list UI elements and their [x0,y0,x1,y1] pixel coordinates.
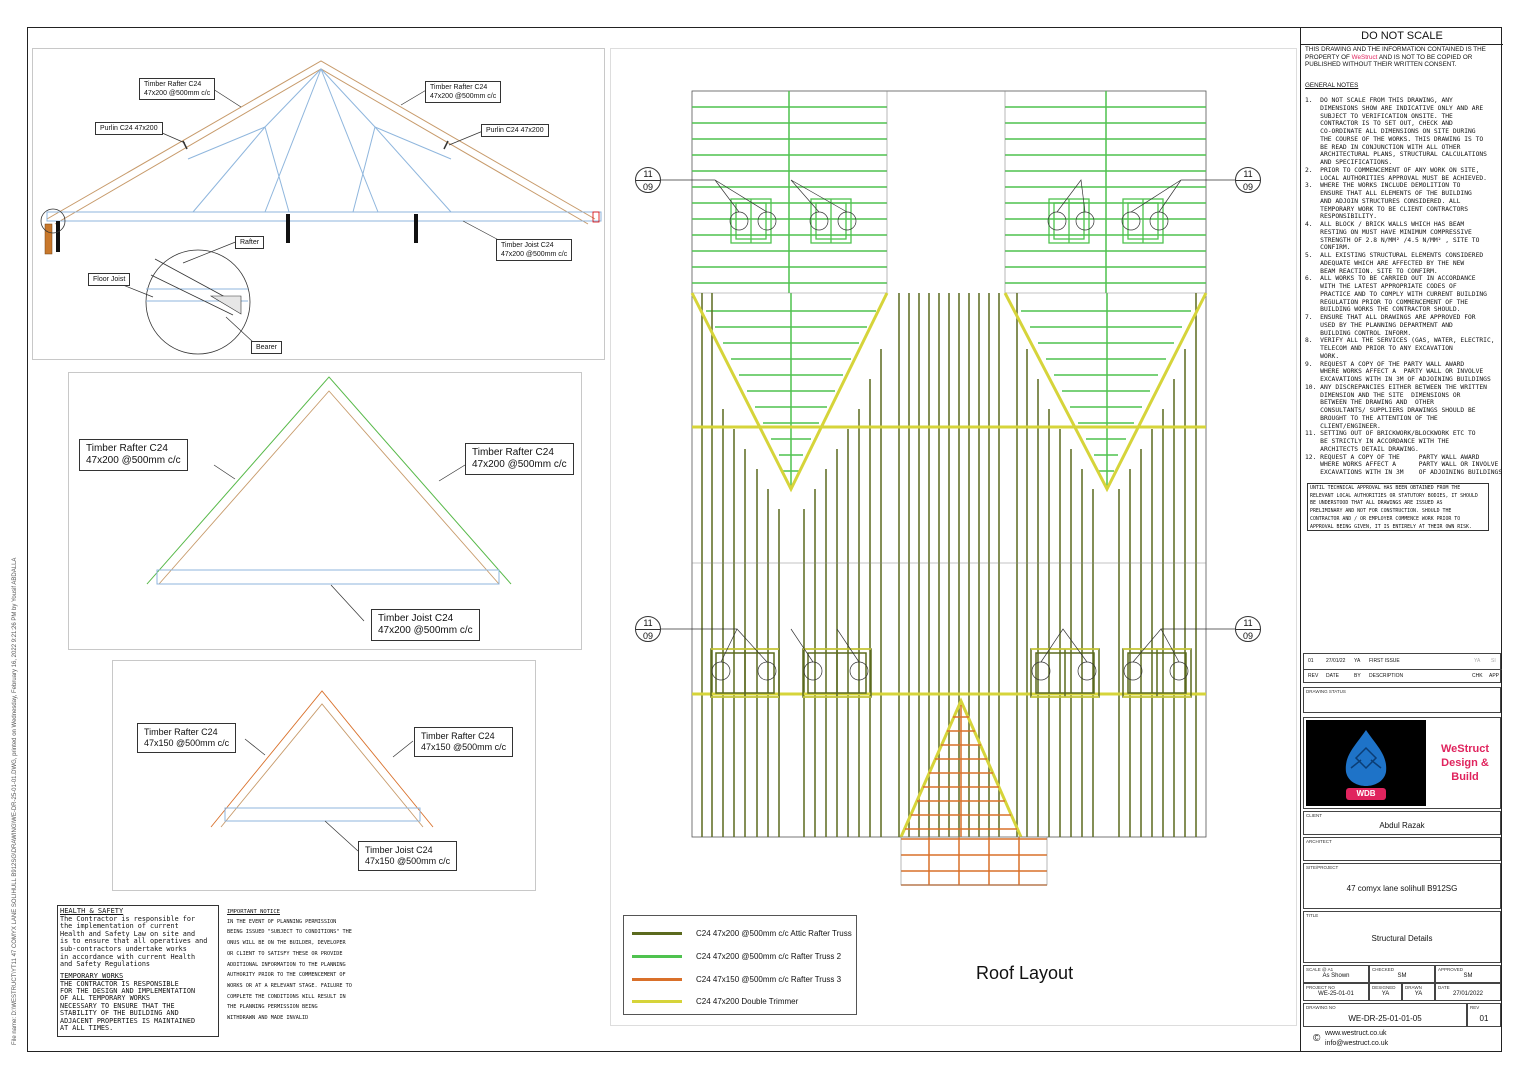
email-link[interactable]: info@westruct.co.uk [1325,1040,1389,1047]
rafter-truss-2-drawing [69,373,583,651]
revision-row: 01 27/01/22 YA FIRST ISSUE YA SI [1304,654,1502,670]
technical-approval-note: UNTIL TECHNICAL APPROVAL HAS BEEN OBTAINED FROM THE RELEVANT LOCAL AUTHORITIES OR STATUTORY BODIES, IT SHOULD BE UNDERSTOOD THAT ALL DRAWINGS ARE ISSUED AS PRELIMINARY AND NOT FOR CONSTRUCTION. SHOULD THE CONTRACTOR AND / OR EMPLOYER COMMENCE WORK PRIOR TO APPROVAL BEING GIVEN, IT IS ENTIRELY AT THEIR OWN RISK. [1307,483,1489,531]
label-ceiling-joist: Timber Joist C24 47x200 @500mm c/c [371,609,480,641]
rafter-truss-3-panel [112,660,536,891]
brand-name: WeStruct [1351,53,1378,61]
website-link[interactable]: www.westruct.co.uk [1325,1030,1387,1037]
approved-cell: APPROVED SM [1435,965,1501,983]
legend-item: C24 47x150 @500mm c/c Rafter Truss 3 [632,972,841,986]
logo-mark-text: WDB [1356,789,1376,798]
rafter-truss-3-drawing [113,661,537,892]
general-notes-heading: GENERAL NOTES [1305,82,1359,89]
legend-swatch-trimmer [632,1000,682,1003]
label-ceiling-joist: Timber Joist C24 47x200 @500mm c/c [496,239,572,261]
drawn-cell: DRAWN YA [1402,983,1435,1001]
temporary-works-text: THE CONTRACTOR IS RESPONSIBLE FOR THE DESIGN AND IMPLEMENTATION OF ALL TEMPORARY WORKS NECESSARY TO ENSURE THAT THE STABILITY OF THE BUILDING AND ADJACENT PROPERTIES IS MAINTAINED AT ALL TIMES. [60,979,196,1032]
copyright-icon: © [1313,1033,1321,1044]
do-not-scale: DO NOT SCALE [1301,30,1503,45]
label-purlin-left: Purlin C24 47x200 [95,122,163,135]
label-rafter-right: Timber Rafter C24 47x150 @500mm c/c [414,727,513,757]
health-safety-heading: HEALTH & SAFETY [60,907,124,915]
checked-cell: CHECKED SM [1369,965,1435,983]
important-notice-heading: IMPORTANT NOTICE [227,909,280,915]
important-notice-text: IN THE EVENT OF PLANNING PERMISSION BEING ISSUED "SUBJECT TO CONDITIONS" THE ONUS WILL BE ON THE BUILDER, DEVELOPER OR CLIENT TO SATISFY THESE OR PROVIDE ADDITIONAL INFORMATION TO THE PLANNING AUTHORITY PRIOR TO THE COMMENCEMENT OF WORKS OR AT A RELEVANT STAGE. FAILURE TO COMPLETE THE CONDITIONS WILL RESULT IN THE PLANNING PERMISSION BEING WITHDRAWN AND MADE INVALID [227,918,352,1022]
label-purlin-right: Purlin C24 47x200 [481,124,549,137]
label-rafter-right: Timber Rafter C24 47x200 @500mm c/c [425,81,501,103]
drawing-status-cell: DRAWING STATUS [1303,687,1501,713]
title-cell: TITLE Structural Details [1303,911,1501,963]
roof-layout-panel [610,48,1297,1026]
drawing-number-cell: DRAWING NO WE-DR-25-01-01-05 [1303,1003,1467,1027]
rafter-truss-2-panel [68,372,582,650]
legend-item: C24 47x200 Double Trimmer [632,994,798,1008]
legend-item: C24 47x200 @500mm c/c Attic Rafter Truss [632,926,852,940]
important-notice [227,909,387,1024]
general-notes: 1. DO NOT SCALE FROM THIS DRAWING, ANY DIMENSIONS SHOW ARE INDICATIVE ONLY AND ARE SUBJECT TO VERIFICATION ONSITE. THE CONTRACTOR IS TO SET OUT, CHECK AND CO-ORDINATE ALL DIMENSIONS ON SITE DURING THE COURSE OF THE WORKS. THIS DRAWING IS TO BE READ IN CONJUNCTION WITH ALL OTHER ARCHITECTURAL PLANS, STRUCTURAL CALCULATIONS AND SPECIFICATIONS. 2. PRIOR TO COMMENCEMENT OF ANY WORK ON SITE, LOCAL AUTHORITIES APPROVAL MUST BE ACHIEVED. 3. WHERE THE WORKS INCLUDE DEMOLITION TO ENSURE THAT ALL ELEMENTS OF THE BUILDING AND ADJOIN STRUCTURES CONSIDERED. ALL TEMPORARY WORK TO BE CLIENT CONTRACTORS RESPONSIBILITY. 4. ALL BLOCK / BRICK WALLS WHICH HAS BEAM RESTING ON MUST HAVE MINIMUM COMPRESSIVE STRENGTH OF 2.8 N/MM² /4.5 N/MM² , SITE TO CONFIRM. 5. ALL EXISTING STRUCTURAL ELEMENTS CONSIDERED ADEQUATE WHICH ARE AFFECTED BY THE NEW BEAM REACTION. SITE TO CONFIRM. 6. ALL WORKS TO BE CARRIED OUT IN ACCORDANCE WITH THE LATEST APPROPRIATE CODES OF PRACTICE AND TO COMPLY WITH CURRENT BUILDING REGULATION PRIOR TO COMMENCEMENT OF THE BUILDING WORKS THE CONTRACTOR SHOULD. 7. ENSURE THAT ALL DRAWINGS ARE APPROVED FOR USED BY THE PLANNING DEPARTMENT AND BUILDING CONTROL INFORM. 8. VERIFY ALL THE SERVICES (GAS, WATER, ELECTRIC, TELECOM AND PRIOR TO ANY EXCAVATION WORK. 9. REQUEST A COPY OF THE PARTY WALL AWARD WHERE WORKS AFFECT A PARTY WALL OR INVOLVE EXCAVATIONS WITH IN 3M OF ADJOINING BUILDINGS 10. ANY DISCREPANCIES EITHER BETWEEN THE WRITTEN DIMENSION AND THE SITE DIMENSIONS OR BETWEEN THE DRAWING AND OTHER CONSULTANTS/ SUPPLIERS DRAWINGS SHOULD BE BROUGHT TO THE ATTENTION OF THE CLIENT/ENGINEER. 11. SETTING OUT OF BRICKWORK/BLOCKWORK ETC TO BE STRICTLY IN ACCORDANCE WITH THE ARCHITECTS DETAIL DRAWING. 12. REQUEST A COPY OF THE PARTY WALL AWARD WHERE WORKS AFFECT A PARTY WALL OR INVOLVE EXCAVATIONS WITH IN 3M OF ADJOINING BUILDINGS [1305,97,1503,476]
label-bearer: Bearer [251,341,282,354]
legend-swatch-attic [632,932,682,935]
label-rafter-left: Timber Rafter C24 47x200 @500mm c/c [139,78,215,100]
company-name: WeStruct Design & Build [1440,743,1490,783]
architect-cell: ARCHITECT [1303,837,1501,861]
roof-layout-title: Roof Layout [976,963,1074,983]
label-rafter: Rafter [235,236,264,249]
label-rafter-left: Timber Rafter C24 47x200 @500mm c/c [79,439,188,471]
health-safety-box [57,905,219,1037]
scale-cell: SCALE @ A1 As Shown [1303,965,1369,983]
label-ceiling-joist: Timber Joist C24 47x150 @500mm c/c [358,841,457,871]
legend-item: C24 47x200 @500mm c/c Rafter Truss 2 [632,949,841,963]
revision-number-cell: REV 01 [1467,1003,1501,1027]
project-cell: PROJECT NO WE-25-01-01 [1303,983,1369,1001]
temporary-works-heading: TEMPORARY WORKS [60,971,124,980]
grid-reference-tag: 11 09 [1235,616,1261,642]
legend-swatch-truss3 [632,978,682,981]
site-cell: SITE/PROJECT 47 comyx lane solihull B912SG [1303,863,1501,909]
logo-mark [1306,720,1426,806]
roof-layout-plan [611,49,1298,1027]
health-safety-text: The Contractor is responsible for the implementation of current Health and Safety Law on site and is to ensure that all operatives and sub-contractors undertake works in accordance with current Health and Safety Regulations [60,914,208,969]
grid-reference-tag: 11 09 [635,616,661,642]
designed-cell: DESIGNED YA [1369,983,1402,1001]
title-block [1300,27,1503,1052]
grid-reference-tag: 11 09 [635,167,661,193]
truss-detail-panel [32,48,605,360]
date-cell: DATE 27/01/2022 [1435,983,1501,1001]
property-notice: THIS DRAWING AND THE INFORMATION CONTAINED IS THE PROPERTY OF WeStruct AND IS NOT TO BE COPIED OR PUBLISHED WITHOUT THEIR WRITTEN CONSENT. [1305,46,1486,69]
file-path-note: File name: D:\WESTRUCT\YT11 47 COMYX LANE SOLIHULL B912SG\DRAWING\WE-DR-25-01-01.DWG, printed on Wednesday, February 16, 2022 9:21:26 PM by Yousif ABDALLA [12,557,18,1045]
label-floor-joist: Floor Joist [88,273,130,286]
roof-legend [623,915,857,1015]
grid-reference-tag: 11 09 [1235,167,1261,193]
truss-detail-drawing [33,49,606,361]
label-rafter-right: Timber Rafter C24 47x200 @500mm c/c [465,443,574,475]
legend-swatch-truss2 [632,955,682,958]
client-cell: CLIENT Abdul Razak [1303,811,1501,835]
label-rafter-left: Timber Rafter C24 47x150 @500mm c/c [137,723,236,753]
revision-table: 01 27/01/22 YA FIRST ISSUE YA SI REV DATE BY DESCRIPTION CHK APP [1303,653,1501,683]
company-logo [1303,717,1501,809]
